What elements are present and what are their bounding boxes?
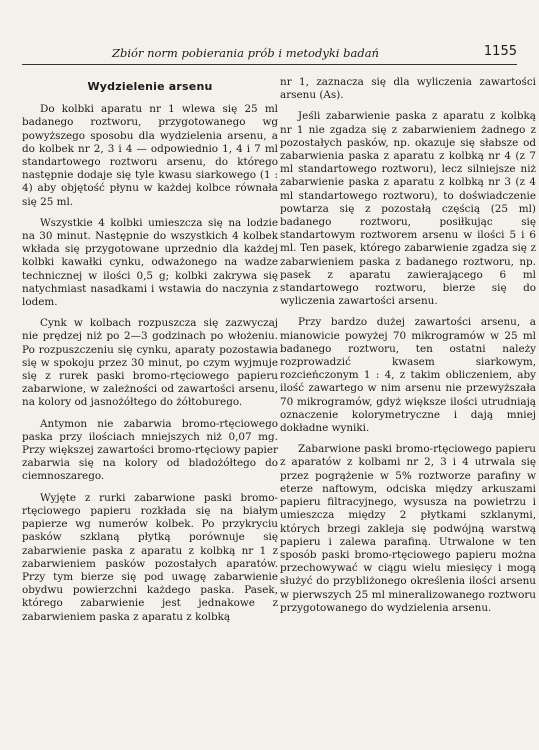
section-heading: Wydzielenie arsenu	[87, 80, 213, 93]
paragraph: Jeśli zabarwienie paska z aparatu z kolbką nr 1 nie zgadza się z zabarwieniem żadnego z pozostałych pasków, np. okazuje się słabsze od zabarwienia paska z aparatu z kolbką nr 4 (z 7 ml standartowego roztworu), lecz silniejsze niż zabarwienie paska z aparatu z kolbką nr 3 (z 4 ml standartowego roztworu), to doświadczenie powtarza się z pozostałą częścią (25 ml) badanego roztworu, posiłkując się standartowym roztworem arsenu w ilości 5 i 6 ml. Ten pasek, którego zabarwienie zgadza się z zabarwieniem paska z badanego roztworu, np. pasek z aparatu zawierającego 6 ml standartowego roztworu, bierze się do wyliczenia zawartości arsenu.	[280, 110, 536, 308]
right-column	[280, 76, 536, 623]
left-column	[22, 76, 278, 632]
paragraph: Wyjęte z rurki zabarwione paski bromo-rtęciowego papieru rozkłada się na białym papierze wg numerów kolbek. Po przykryciu pasków szklaną płytką porównuje się zabarwienie paska z aparatu z kolbką nr 1 z zabarwieniem pasków pozostałych aparatów. Przy tym bierze się pod uwagę zabarwienie obydwu powierzchni każdego paska. Pasek, którego zabarwienie jest jednakowe z zabarwieniem paska z aparatu z kolbką	[22, 491, 278, 623]
paragraph: Zabarwione paski bromo-rtęciowego papieru z aparatów z kolbami nr 2, 3 i 4 utrwala się przez pogrążenie w 5% roztworze parafiny w eterze naftowym, odciska między arkuszami papieru filtracyjnego, wysusza na powietrzu i umieszcza między 2 płytkami szklanymi, których brzegi zakleja się podwójną warstwą papieru i zalewa parafiną. Utrwalone w ten sposób paski bromo-rtęciowego papieru można przechowywać w ciągu wielu miesięcy i mogą służyć do przybliżonego określenia ilości arsenu w pierwszych 25 ml mineralizowanego roztworu przygotowanego do wydzielenia arsenu.	[280, 443, 536, 614]
paragraph: Cynk w kolbach rozpuszcza się zazwyczaj nie prędzej niż po 2—3 godzinach po włożeniu. Po rozpuszczeniu się cynku, aparaty pozostawia się w spokoju przez 30 minut, po czym wyjmuje się z rurek paski bromo-rtęciowego papieru zabarwione, w zależności od zawartości arsenu, na kolory od jasnożółtego do żółtoburego.	[22, 317, 278, 409]
paragraph-continuation: nr 1, zaznacza się dla wyliczenia zawartości arsenu (As).	[280, 76, 536, 102]
paragraph: Przy bardzo dużej zawartości arsenu, a mianowicie powyżej 70 mikrogramów w 25 ml badanego roztworu, ten ostatni należy rozprowadzić kwasem siarkowym, rozcieńczonym 1 : 4, z takim obliczeniem, aby ilość zawartego w nim arsenu nie przewyższała 70 mikrogramów, gdyż większe ilości utrudniają oznaczenie kolorymetryczne i dają mniej dokładne wyniki.	[280, 316, 536, 435]
paragraph: Do kolbki aparatu nr 1 wlewa się 25 ml badanego roztworu, przygotowanego wg powyższego sposobu dla wydzielenia arsenu, a do kolbek nr 2, 3 i 4 — odpowiednio 1, 4 i 7 ml standartowego roztworu arsenu, do którego następnie dodaje się tyle kwasu siarkowego (1 : 4) aby objętość płynu w każdej kolbce równała się 25 ml.	[22, 103, 278, 208]
page-number: 1155	[483, 44, 517, 59]
running-header	[72, 44, 517, 62]
paragraph: Antymon nie zabarwia bromo-rtęciowego paska przy ilościach mniejszych niż 0,07 mg. Przy większej zawartości bromo-rtęciowy papier zabarwia się na kolory od bladożółtego do ciemnoszarego.	[22, 417, 278, 483]
header-rule	[22, 64, 517, 65]
paragraph: Wszystkie 4 kolbki umieszcza się na lodzie na 30 minut. Następnie do wszystkich 4 kolbek wkłada się przygotowane uprzednio dla każdej kolbki kawałki cynku, odważonego na wadze technicznej w ilości 0,5 g; kolbki zakrywa się natychmiast nasadkami i wstawia do naczynia z lodem.	[22, 216, 278, 309]
header-title: Zbiór norm pobierania prób i metodyki badań	[112, 46, 379, 60]
